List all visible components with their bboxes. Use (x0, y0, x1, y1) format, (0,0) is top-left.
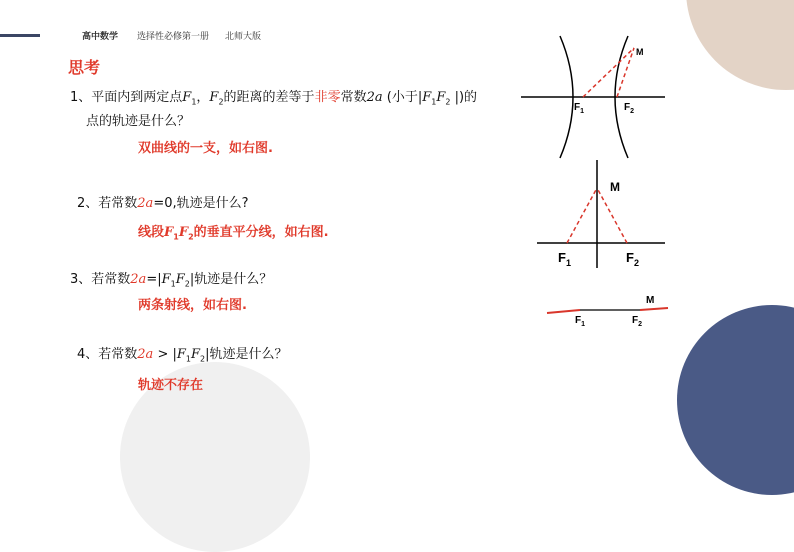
diagram-hyperbola (521, 36, 665, 158)
d3-right-ray (640, 308, 668, 310)
d1-label-m: M (636, 47, 644, 57)
diagram-rays (547, 295, 668, 328)
question-3: 3、若常数$2a=|F_1F_2|$轨迹是什么？ (70, 272, 273, 289)
header-course: 高中数学 (82, 32, 119, 42)
d2-label-f1: $F_1$ (558, 250, 571, 268)
d3-label-f1: $F_1$ (575, 315, 586, 328)
d3-label-f2: $F_2$ (632, 315, 643, 328)
d2-line-mf2 (597, 188, 627, 243)
question-1: 1、平面内到两定点$F_1$，$F_2$的距离的差等于非零常数2a (小于$|F_1F_2$ |)的 (70, 90, 478, 107)
d1-label-f1: $F_1$ (574, 102, 585, 115)
header-book: 选择性必修第一册 (137, 32, 210, 42)
answer-2: 线段$F_1F_2$的垂直平分线，如右图. (138, 225, 329, 242)
answer-3: 两条射线，如右图. (138, 298, 247, 313)
answer-1: 双曲线的一支，如右图. (138, 141, 273, 156)
question-4: 4、若常数$2a > |F_1F_2|$轨迹是什么？ (77, 347, 288, 364)
diagram-bisector (537, 160, 665, 268)
section-title: 思考 (68, 58, 101, 77)
header-publisher: 北师大版 (225, 32, 262, 42)
question-1-line-2: 点的轨迹是什么？ (86, 114, 191, 129)
d2-label-f2: $F_2$ (626, 250, 639, 268)
d2-line-mf1 (567, 188, 597, 243)
question-2: 2、若常数2a=0,轨迹是什么? (77, 196, 249, 211)
nonzero-highlight: 非零 (314, 90, 341, 105)
answer-4: 轨迹不存在 (138, 378, 204, 393)
d1-label-f2: $F_2$ (624, 102, 635, 115)
d2-label-m: M (610, 180, 620, 194)
d1-line-mf1 (583, 48, 634, 97)
d3-label-m: M (646, 295, 655, 306)
d3-left-ray (547, 310, 580, 313)
